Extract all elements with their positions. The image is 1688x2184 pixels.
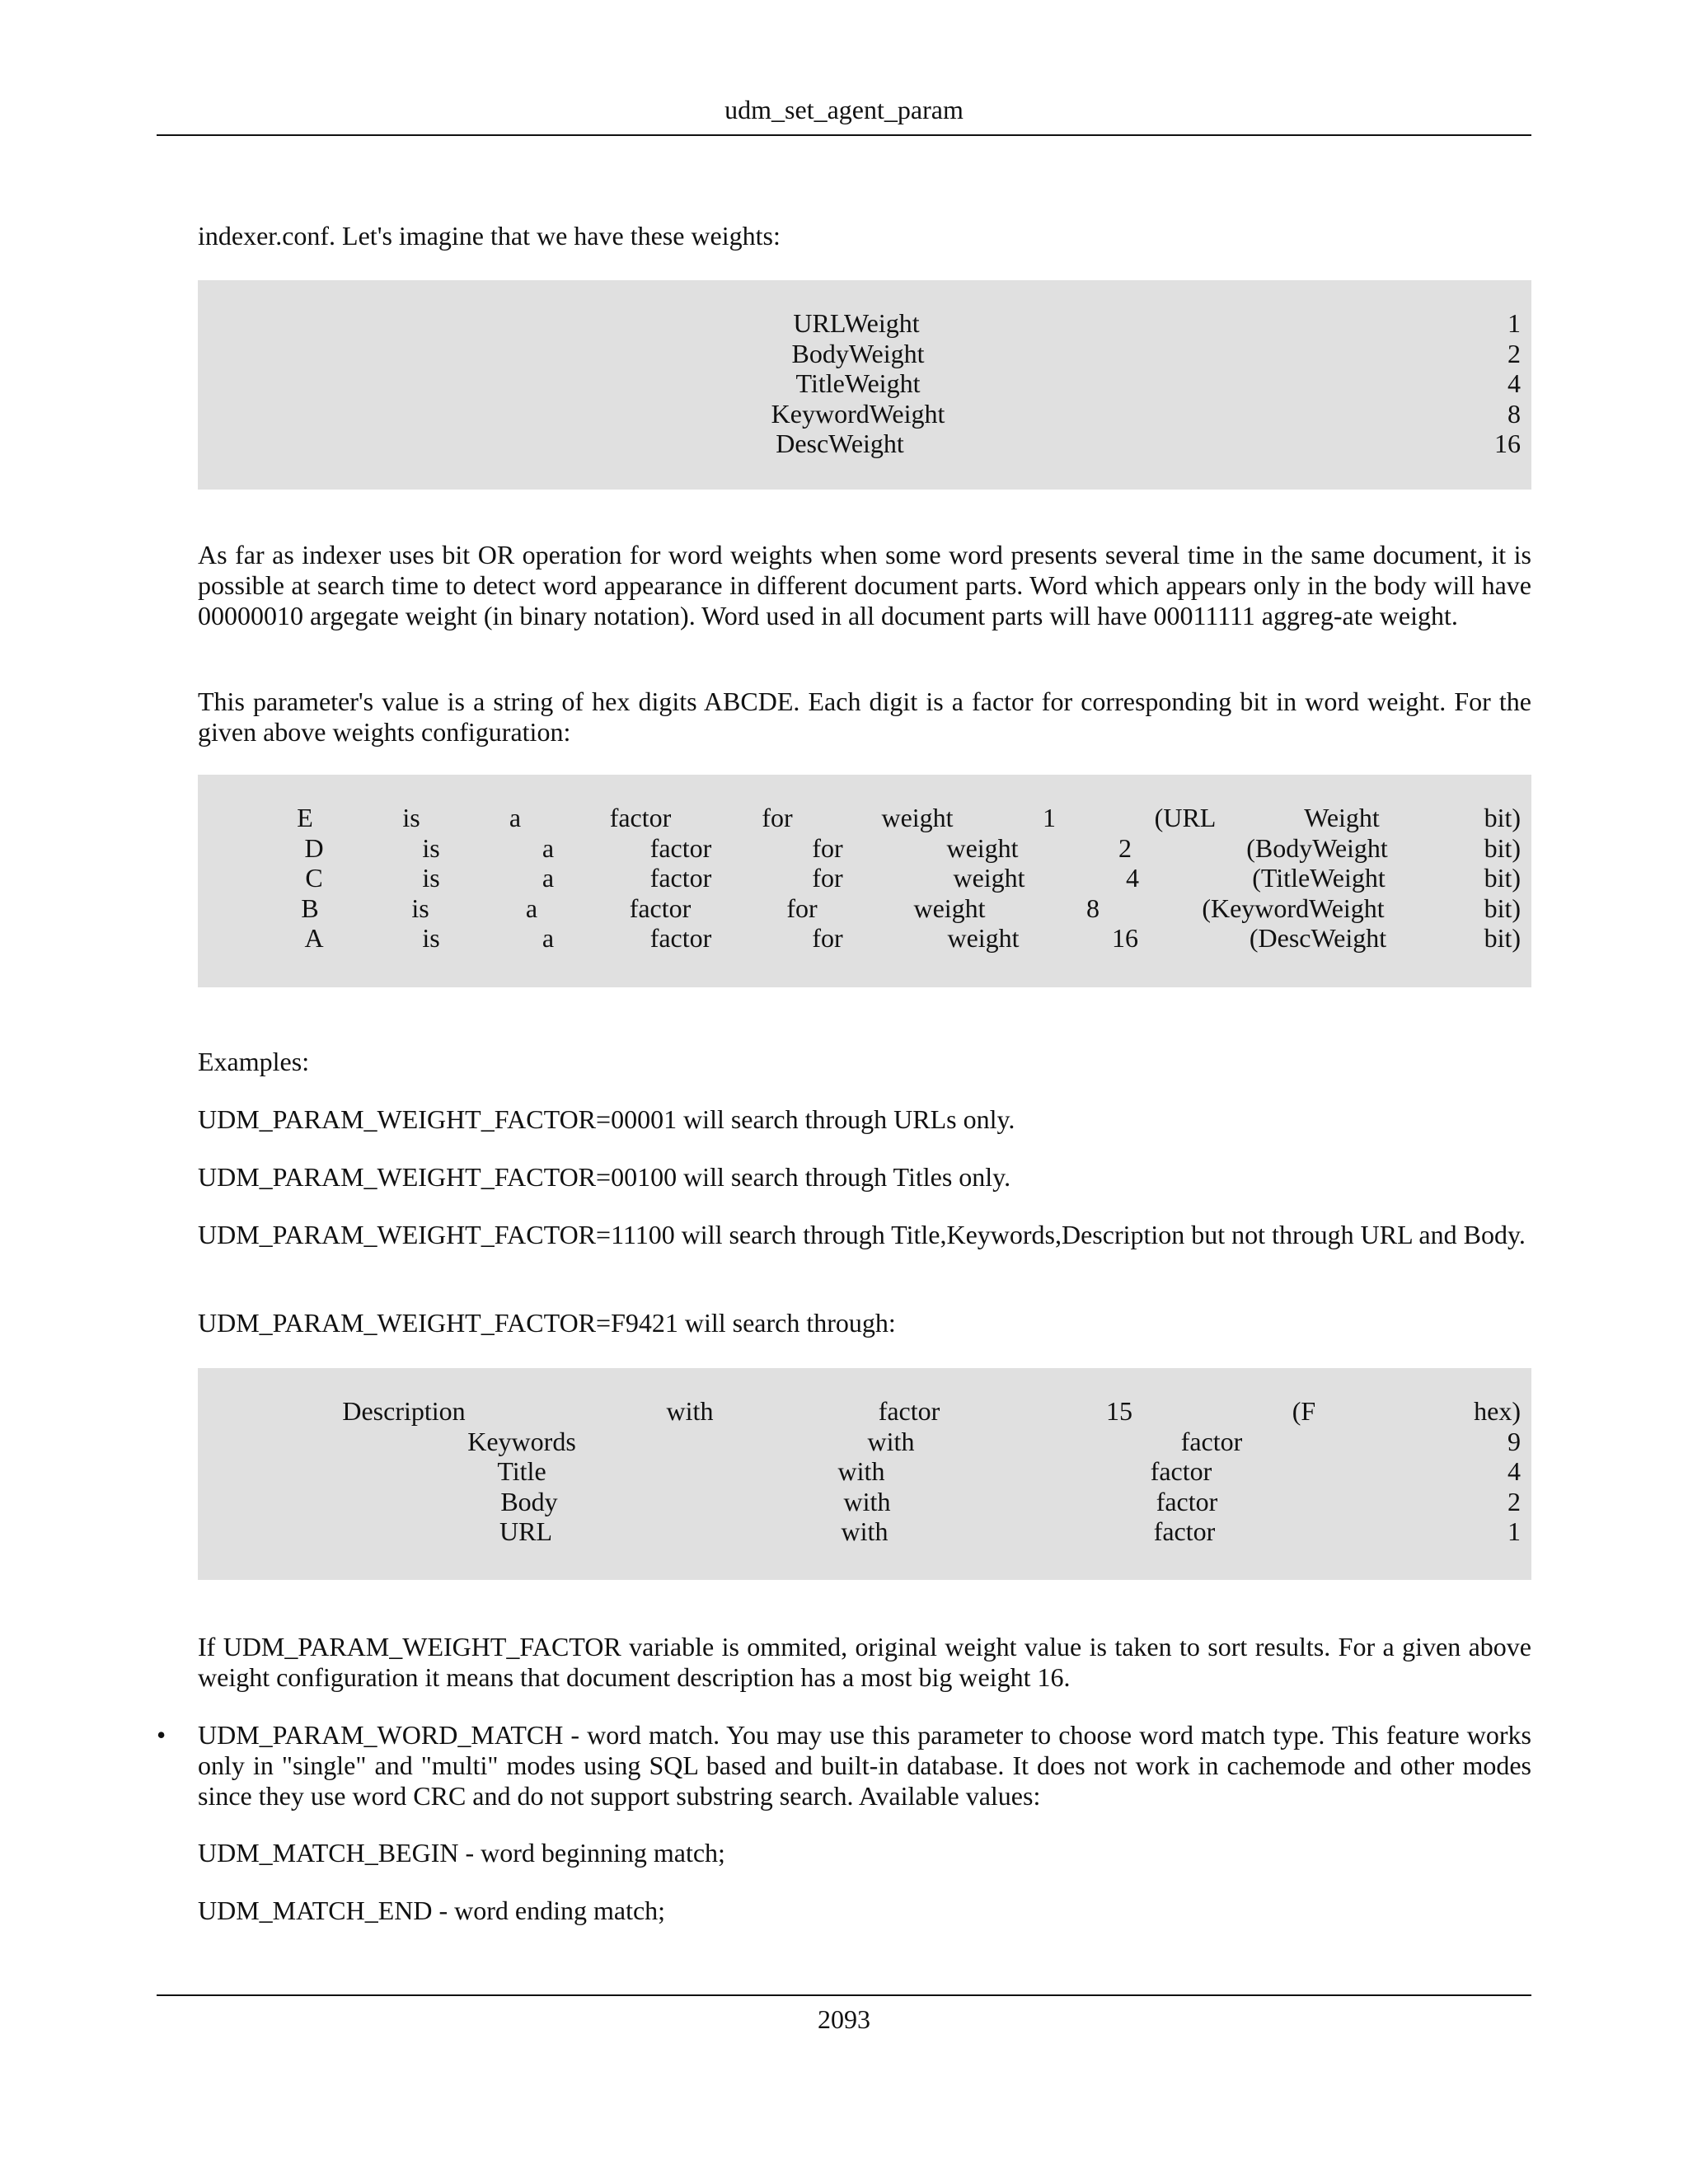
search-cell: 2 — [1507, 1487, 1521, 1516]
factor-cell: weight — [881, 803, 954, 832]
factor-cell: bit) — [1484, 863, 1521, 893]
page-number: 2093 — [818, 2004, 870, 2034]
factor-cell: factor — [609, 803, 672, 832]
bullet-icon: • — [157, 1720, 166, 1750]
example-line: UDM_PARAM_WEIGHT_FACTOR=11100 will search through Title,Keywords,Description but not through URL and Body. — [198, 1220, 1526, 1249]
word-match-paragraph: UDM_PARAM_WORD_MATCH - word match. You may use this parameter to choose word match type. This feature works only in "single" and "multi" modes using SQL based and built-in database. It does not work in cachemode and other modes since they use word CRC and do not support substring search. Available values: — [198, 1720, 1531, 1811]
factor-cell: A — [304, 923, 324, 953]
factor-cell: a — [525, 893, 538, 923]
factor-cell: bit) — [1484, 893, 1521, 923]
search-cell: 9 — [1507, 1427, 1521, 1456]
search-cell: (F — [1292, 1396, 1316, 1426]
search-row — [198, 1487, 1531, 1517]
search-cell: Keywords — [467, 1427, 576, 1456]
search-cell: Description — [342, 1396, 466, 1426]
search-cell: with — [867, 1427, 915, 1456]
factor-cell: 1 — [1043, 803, 1056, 832]
search-cell: with — [843, 1487, 891, 1516]
factor-cell: (BodyWeight — [1246, 833, 1388, 863]
factor-cell: a — [542, 833, 555, 863]
bitor-paragraph: As far as indexer uses bit OR operation for word weights when some word presents several time in the same document, it is possible at search time to detect word appearance in different document parts. Word which appears only in the body will have 00000010 argegate weight (in binary notation). Word used in all document parts will have 00011111 aggreg-ate weight. — [198, 540, 1531, 630]
factor-cell: for — [812, 863, 843, 893]
hex-paragraph: This parameter's value is a string of hex digits ABCDE. Each digit is a factor for corresponding bit in word weight. For the given above weights configuration: — [198, 687, 1531, 747]
weights-table — [198, 280, 1531, 490]
factor-cell: weight — [946, 833, 1019, 863]
factor-row — [198, 833, 1531, 864]
intro-text: indexer.conf. Let's imagine that we have these weights: — [198, 221, 781, 251]
factor-cell: bit) — [1484, 803, 1521, 832]
weight-value: 8 — [1507, 399, 1521, 429]
header-rule — [157, 134, 1531, 136]
factor-row — [198, 803, 1531, 833]
factor-cell: factor — [649, 833, 712, 863]
factor-cell: is — [422, 923, 440, 953]
search-cell: with — [666, 1396, 714, 1426]
factor-cell: (URL — [1154, 803, 1217, 832]
search-cell: 15 — [1106, 1396, 1132, 1426]
example-line: UDM_PARAM_WEIGHT_FACTOR=F9421 will search through: — [198, 1308, 896, 1338]
search-cell: factor — [1150, 1456, 1212, 1486]
weight-name: URLWeight — [793, 308, 920, 338]
examples-label: Examples: — [198, 1047, 310, 1076]
weight-value: 1 — [1507, 308, 1521, 338]
weight-value: 16 — [1494, 429, 1521, 458]
factor-cell: C — [305, 863, 323, 893]
factor-cell: D — [304, 833, 324, 863]
factor-cell: a — [509, 803, 522, 832]
factor-table — [198, 775, 1531, 987]
weights-row — [198, 339, 1531, 369]
factor-cell: bit) — [1484, 833, 1521, 863]
weight-name: KeywordWeight — [771, 399, 945, 429]
search-cell: factor — [878, 1396, 940, 1426]
search-cell: 1 — [1507, 1516, 1521, 1546]
weight-name: DescWeight — [776, 429, 904, 458]
factor-cell: is — [422, 833, 440, 863]
search-row — [198, 1516, 1531, 1547]
factor-cell: Weight — [1304, 803, 1380, 832]
search-cell: with — [837, 1456, 885, 1486]
factor-cell: 8 — [1086, 893, 1100, 923]
weight-value: 4 — [1507, 368, 1521, 398]
factor-cell: factor — [629, 893, 692, 923]
factor-cell: weight — [953, 863, 1025, 893]
weights-row — [198, 429, 1531, 459]
factor-cell: B — [301, 893, 319, 923]
factor-cell: is — [402, 803, 420, 832]
factor-cell: a — [542, 923, 555, 953]
match-end-line: UDM_MATCH_END - word ending match; — [198, 1896, 666, 1925]
search-cell: Body — [500, 1487, 558, 1516]
weight-name: BodyWeight — [791, 339, 925, 368]
search-row — [198, 1396, 1531, 1427]
factor-cell: a — [542, 863, 555, 893]
search-cell: hex) — [1474, 1396, 1521, 1426]
page-header-title: udm_set_agent_param — [724, 95, 964, 124]
search-row — [198, 1456, 1531, 1487]
search-cell: URL — [499, 1516, 552, 1546]
factor-cell: is — [411, 893, 429, 923]
search-cell: with — [841, 1516, 889, 1546]
factor-cell: (DescWeight — [1249, 923, 1387, 953]
search-row — [198, 1427, 1531, 1457]
factor-cell: is — [422, 863, 440, 893]
factor-cell: (KeywordWeight — [1202, 893, 1385, 923]
factor-cell: (TitleWeight — [1252, 863, 1386, 893]
factor-cell: weight — [913, 893, 986, 923]
factor-cell: 16 — [1112, 923, 1138, 953]
example-line: UDM_PARAM_WEIGHT_FACTOR=00001 will search through URLs only. — [198, 1104, 1015, 1134]
example-line: UDM_PARAM_WEIGHT_FACTOR=00100 will search through Titles only. — [198, 1162, 1011, 1192]
search-cell: 4 — [1507, 1456, 1521, 1486]
weight-value: 2 — [1507, 339, 1521, 368]
omitted-paragraph: If UDM_PARAM_WEIGHT_FACTOR variable is ommited, original weight value is taken to sort results. For a given above weight configuration it means that document description has a most big weight 16. — [198, 1632, 1531, 1692]
footer-rule — [157, 1994, 1531, 1996]
factor-cell: for — [812, 923, 843, 953]
search-cell: factor — [1156, 1487, 1218, 1516]
factor-row — [198, 863, 1531, 893]
factor-cell: 2 — [1118, 833, 1132, 863]
factor-cell: factor — [649, 923, 712, 953]
search-cell: Title — [497, 1456, 546, 1486]
search-cell: factor — [1153, 1516, 1216, 1546]
factor-row — [198, 923, 1531, 954]
match-begin-line: UDM_MATCH_BEGIN - word beginning match; — [198, 1838, 725, 1868]
factor-cell: for — [762, 803, 793, 832]
factor-cell: 4 — [1126, 863, 1139, 893]
search-cell: factor — [1180, 1427, 1243, 1456]
factor-cell: bit) — [1484, 923, 1521, 953]
factor-cell: for — [786, 893, 818, 923]
factor-cell: E — [297, 803, 313, 832]
weights-row — [198, 368, 1531, 399]
weight-name: TitleWeight — [795, 368, 921, 398]
factor-cell: for — [812, 833, 843, 863]
factor-cell: weight — [947, 923, 1020, 953]
weights-row — [198, 308, 1531, 339]
factor-row — [198, 893, 1531, 924]
factor-cell: factor — [649, 863, 712, 893]
weights-row — [198, 399, 1531, 429]
search-table — [198, 1368, 1531, 1580]
